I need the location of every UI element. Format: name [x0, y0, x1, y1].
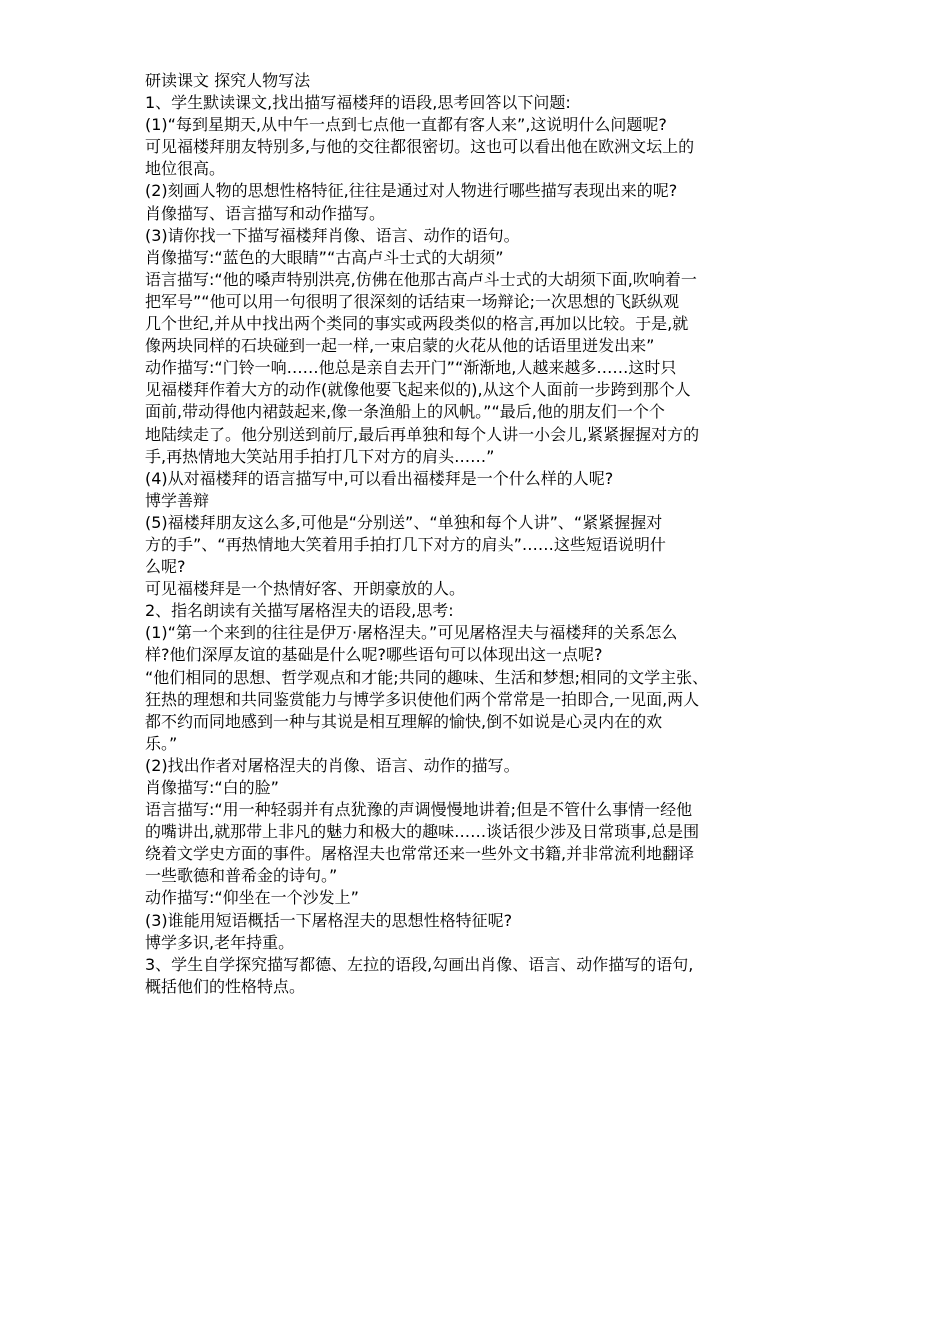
document-body	[145, 70, 810, 1032]
text-line: 方的手”、“再热情地大笑着用手拍打几下对方的肩头”……这些短语说明什	[145, 534, 666, 554]
text-line: 狂热的理想和共同鉴赏能力与博学多识使他们两个常常是一拍即合,一见面,两人	[145, 689, 700, 709]
text-line: 的嘴讲出,就那带上非凡的魅力和极大的趣味……谈话很少涉及日常琐事,总是围	[145, 822, 700, 842]
text-line: (5)福楼拜朋友这么多,可他是“分别送”、“单独和每个人讲”、“紧紧握握对	[145, 512, 663, 532]
text-line: 乐。”	[145, 733, 178, 753]
text-line: 地位很高。	[145, 159, 226, 179]
text-line: 像两块同样的石块碰到一起一样,一束启蒙的火花从他的话语里迸发出来”	[145, 336, 655, 356]
text-line: 概括他们的性格特点。	[145, 976, 306, 996]
text-line: (2)找出作者对屠格涅夫的肖像、语言、动作的描写。	[145, 755, 520, 775]
text-line: 一些歌德和普希金的诗句。”	[145, 866, 338, 886]
text-line: 肖像描写、语言描写和动作描写。	[145, 203, 386, 223]
text-line: (3)谁能用短语概括一下屠格涅夫的思想性格特征呢?	[145, 910, 513, 930]
text-line: 动作描写:“门铃一响……他总是亲自去开门”“渐渐地,人越来越多……这时只	[145, 358, 677, 378]
text-line: (1)“每到星期天,从中午一点到七点他一直都有客人来”,这说明什么问题呢?	[145, 115, 667, 135]
text-line: (2)刻画人物的思想性格特征,往往是通过对人物进行哪些描写表现出来的呢?	[145, 181, 678, 201]
text-line: “他们相同的思想、哲学观点和才能;共同的趣味、生活和梦想;相同的文学主张、	[145, 667, 709, 687]
text-line: 博学善辩	[145, 490, 210, 510]
question-1-heading: 1、学生默读课文,找出描写福楼拜的语段,思考回答以下问题:	[145, 93, 571, 113]
text-line: 地陆续走了。他分别送到前厅,最后再单独和每个人讲一小会儿,紧紧握握对方的	[145, 424, 700, 444]
question-3-heading: 3、学生自学探究描写都德、左拉的语段,勾画出肖像、语言、动作描写的语句,	[145, 954, 694, 974]
text-line: (3)请你找一下描写福楼拜肖像、语言、动作的语句。	[145, 225, 520, 245]
text-line: 几个世纪,并从中找出两个类同的事实或两段类似的格言,再加以比较。于是,就	[145, 314, 689, 334]
text-line: 可见福楼拜是一个热情好客、开朗豪放的人。	[145, 579, 466, 599]
text-line: 肖像描写:“蓝色的大眼睛”“古高卢斗士式的大胡须”	[145, 247, 504, 267]
text-line: 博学多识,老年持重。	[145, 932, 295, 952]
text-line: 见福楼拜作着大方的动作(就像他要飞起来似的),从这个人面前一步跨到那个人	[145, 380, 691, 400]
text-line: 手,再热情地大笑站用手拍打几下对方的肩头……”	[145, 446, 495, 466]
text-line: 动作描写:“仰坐在一个沙发上”	[145, 888, 359, 908]
section-heading: 研读课文 探究人物写法	[145, 71, 311, 90]
question-2-heading: 2、指名朗读有关描写屠格涅夫的语段,思考:	[145, 601, 454, 621]
text-line: 面前,带动得他内裙鼓起来,像一条渔船上的风帆。”“最后,他的朋友们一个个	[145, 402, 665, 422]
text-line: 肖像描写:“白的脸”	[145, 778, 279, 797]
text-line: 语言描写:“他的嗓声特别洪亮,仿佛在他那古高卢斗士式的大胡须下面,吹响着一	[145, 269, 697, 289]
text-line: (4)从对福楼拜的语言描写中,可以看出福楼拜是一个什么样的人呢?	[145, 468, 614, 488]
text-line: 都不约而同地感到一种与其说是相互理解的愉快,倒不如说是心灵内在的欢	[145, 711, 663, 731]
text-line: (1)“第一个来到的往往是伊万·屠格涅夫。”可见屠格涅夫与福楼拜的关系怎么	[145, 623, 678, 643]
text-line: 把军号”“他可以用一句很明了很深刻的话结束一场辩论;一次思想的飞跃纵观	[145, 291, 679, 311]
text-line: 么呢?	[145, 557, 186, 577]
text-line: 语言描写:“用一种轻弱并有点犹豫的声调慢慢地讲着;但是不管什么事情一经他	[145, 800, 693, 820]
text-line: 样?他们深厚友谊的基础是什么呢?哪些语句可以体现出这一点呢?	[145, 645, 603, 665]
text-line: 可见福楼拜朋友特别多,与他的交往都很密切。这也可以看出他在欧洲文坛上的	[145, 137, 695, 157]
text-line: 绕着文学史方面的事件。屠格涅夫也常常还来一些外文书籍,并非常流利地翻译	[145, 844, 695, 864]
